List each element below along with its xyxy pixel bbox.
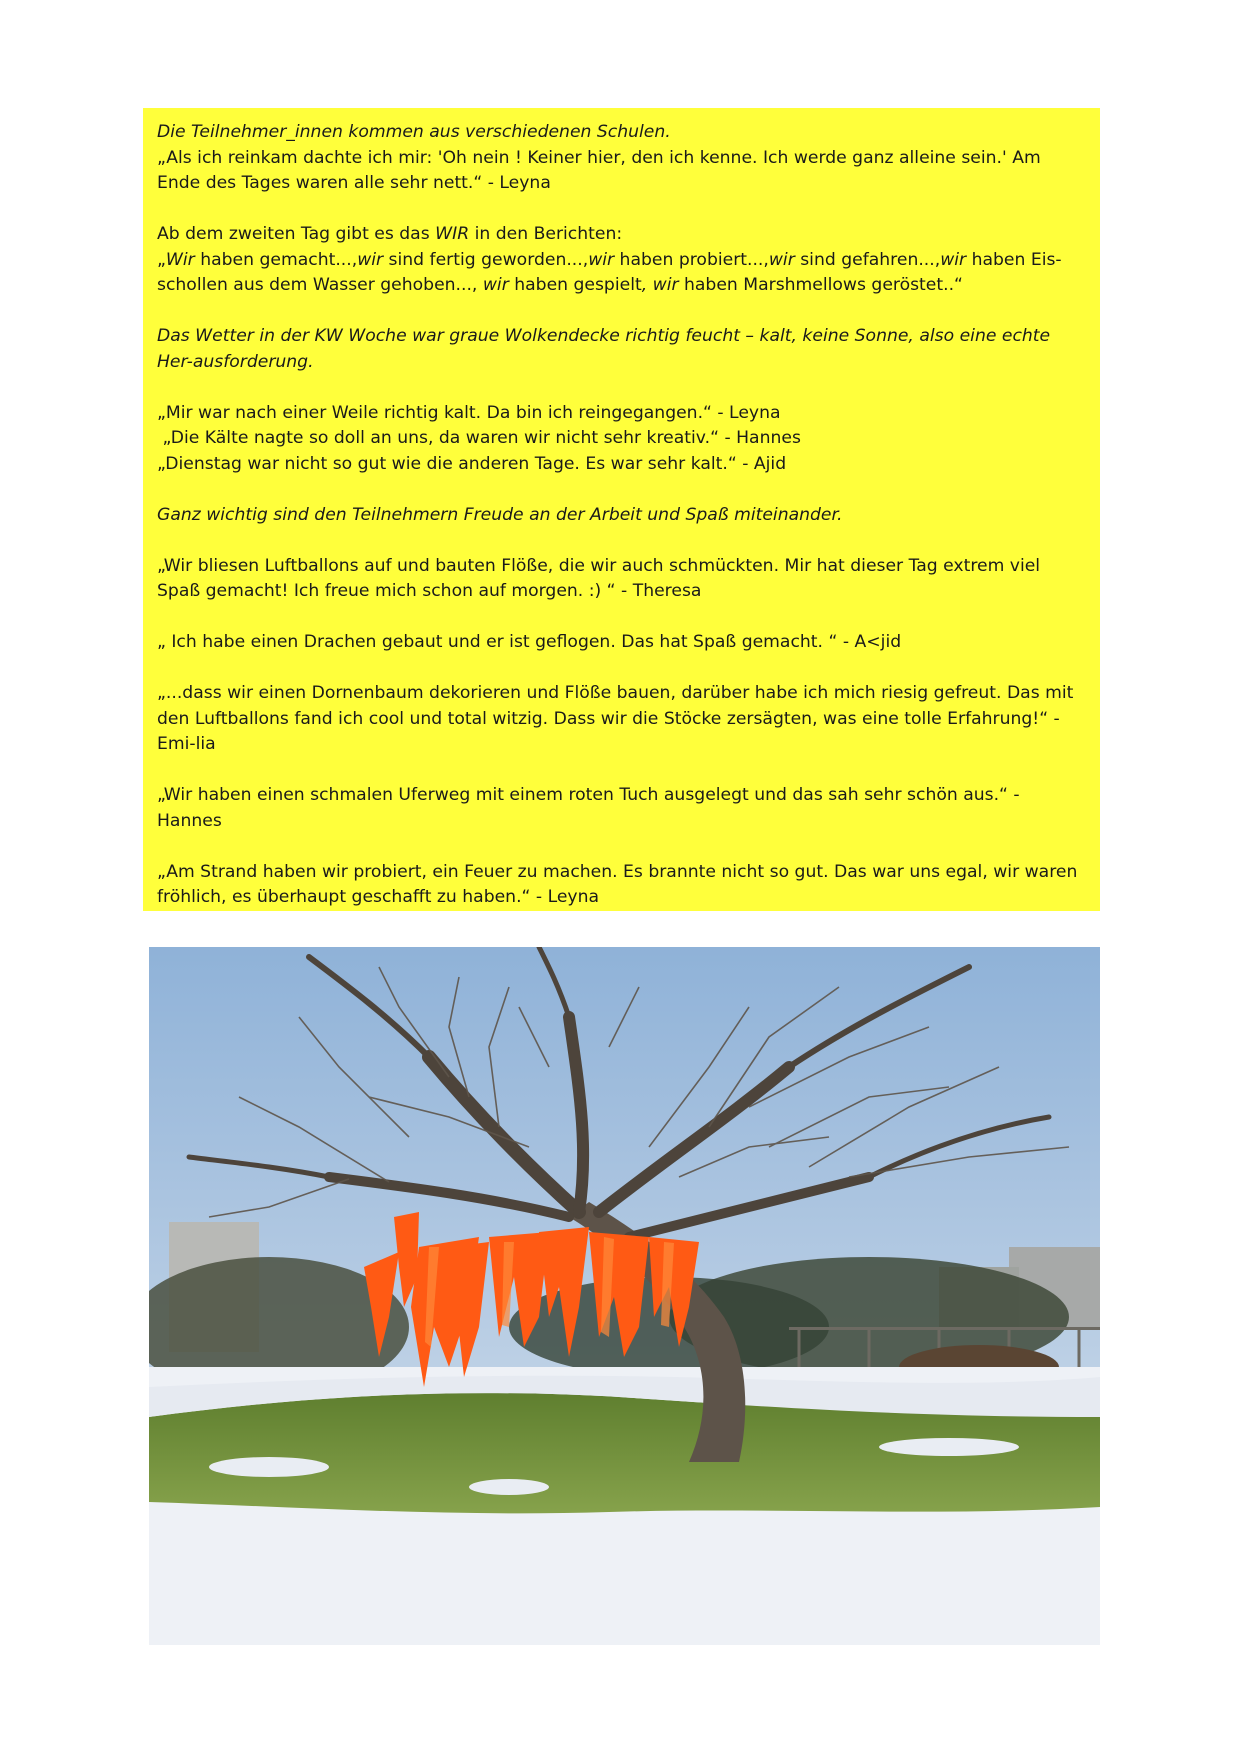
text-panel xyxy=(143,108,1100,911)
wir-quote: „Wir haben gemacht...,wir sind fertig geworden...,wir haben probiert...,wir sind gefahren...,wir haben Eis-schollen aus dem Wasser gehoben..., wir haben gespielt, wir haben Marshmellows geröstet..“ xyxy=(157,249,1062,295)
intro-paragraph: Die Teilnehmer_innen kommen aus verschiedenen Schulen. xyxy=(157,122,671,142)
wir-intro: Ab dem zweiten Tag gibt es das WIR in den Berichten: xyxy=(157,224,623,244)
quote-hannes-2: „Wir haben einen schmalen Uferweg mit einem roten Tuch ausgelegt und das sah sehr schön aus.“ - Hannes xyxy=(157,785,1020,831)
quote-ajid-2: „ Ich habe einen Drachen gebaut und er ist geflogen. Das hat Spaß gemacht. “ - A<jid xyxy=(157,632,902,652)
quote-theresa: „Wir bliesen Luftballons auf und bauten Flöße, die wir auch schmückten. Mir hat dieser Tag extrem viel Spaß gemacht! Ich freue mich schon auf morgen. :) “ - Theresa xyxy=(157,555,1041,601)
quote-hannes-1: „Die Kälte nagte so doll an uns, da waren wir nicht sehr kreativ.“ - Hannes xyxy=(157,428,801,448)
quote-leyna-3: „Am Strand haben wir probiert, ein Feuer zu machen. Es brannte nicht so gut. Das war uns egal, wir waren fröhlich, es überhaupt geschafft zu haben.“ - Leyna xyxy=(157,861,1078,907)
quote-emilia: „...dass wir einen Dornenbaum dekorieren und Flöße bauen, darüber habe ich mich riesig gefreut. Das mit den Luftballons fand ich cool und total witzig. Dass wir die Stöcke zersägten, was eine tolle Erfahrung!“ - Emi-lia xyxy=(157,683,1074,754)
photo-tree-with-ribbons xyxy=(149,947,1100,1645)
quote-ajid-1: „Dienstag war nicht so gut wie die anderen Tage. Es war sehr kalt.“ - Ajid xyxy=(157,453,787,474)
quote-leyna-2: „Mir war nach einer Weile richtig kalt. Da bin ich reingegangen.“ - Leyna xyxy=(157,402,781,423)
joy-paragraph: Ganz wichtig sind den Teilnehmern Freude an der Arbeit und Spaß miteinander. xyxy=(157,504,843,525)
weather-paragraph: Das Wetter in der KW Woche war graue Wolkendecke richtig feucht – kalt, keine Sonne, also eine echte Her-ausforderung. xyxy=(157,326,1051,372)
quote-leyna-1: „Als ich reinkam dachte ich mir: 'Oh nein ! Keiner hier, den ich kenne. Ich werde ganz alleine sein.' Am Ende des Tages waren alle sehr nett.“ - Leyna xyxy=(157,147,1041,193)
